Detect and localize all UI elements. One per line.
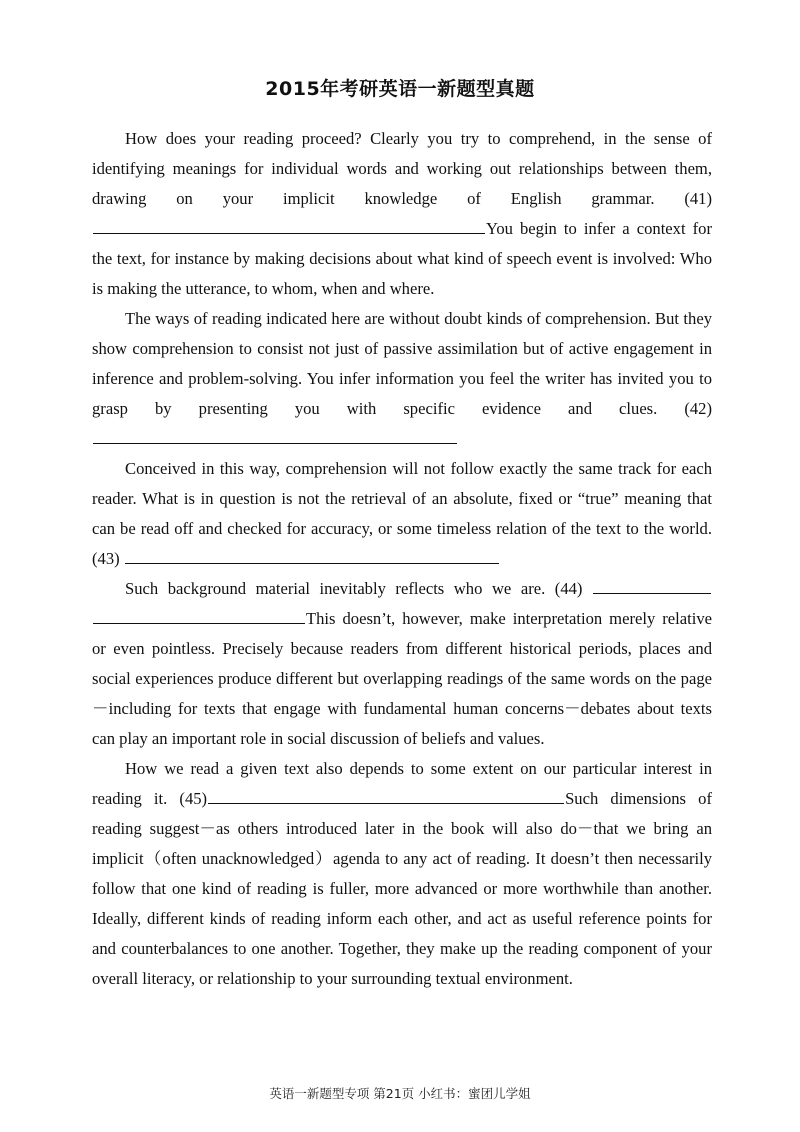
paragraph-1-text-b: You begin to infer a context for the text, for instance by making decisions about what kind of speech event is involved: Who is making the utterance, to whom, when and where.	[92, 219, 712, 298]
answer-blank-44-continued	[93, 604, 305, 624]
paragraph-2	[92, 304, 712, 454]
paragraph-5	[92, 754, 712, 994]
answer-blank-44	[593, 574, 711, 594]
paragraph-3-text-a: Conceived in this way, comprehension will not follow exactly the same track for each reader. What is in question is not the retrieval of an absolute, fixed or “true” meaning that can be read off and checked for accuracy, or some timeless relation of the text to the world. (43)	[92, 459, 712, 568]
answer-blank-45	[208, 784, 564, 804]
paragraph-4	[92, 574, 712, 754]
answer-blank-43	[125, 544, 499, 564]
passage	[92, 124, 712, 994]
page-footer: 英语一新题型专项 第21页 小红书：蜜团儿学姐	[269, 1086, 531, 1101]
answer-blank-42	[93, 424, 457, 444]
page-title: 2015年考研英语一新题型真题	[265, 78, 535, 100]
answer-blank-41	[93, 214, 485, 234]
paragraph-1-text-a: How does your reading proceed? Clearly you try to comprehend, in the sense of identifying meanings for individual words and working out relationships between them, drawing on your implicit knowledge of English grammar. (41)	[92, 129, 712, 208]
paragraph-2-text-a: The ways of reading indicated here are without doubt kinds of comprehension. But they show comprehension to consist not just of passive assimilation but of active engagement in inference and problem-solving. You infer information you feel the writer has invited you to grasp by presenting you with specific evidence and clues. (42)	[92, 309, 712, 418]
paragraph-4-text-b: This doesn’t, however, make interpretation merely relative or even pointless. Precisely because readers from different historical periods, places and social experiences produce different but overlapping readings of the same words on the page－including for texts that engage with fundamental human concerns－debates about texts can play an important role in social discussion of beliefs and values.	[92, 609, 712, 748]
paragraph-5-text-b: Such dimensions of reading suggest－as others introduced later in the book will also do－that we bring an implicit（often unacknowledged）agenda to any act of reading. It doesn’t then necessarily follow that one kind of reading is fuller, more advanced or more worthwhile than another. Ideally, different kinds of reading inform each other, and act as useful reference points for and counterbalances to one another. Together, they make up the reading component of your overall literacy, or relationship to your surrounding textual environment.	[92, 789, 712, 988]
paragraph-1	[92, 124, 712, 304]
paragraph-3	[92, 454, 712, 574]
paragraph-5-text-a: How we read a given text also depends to some extent on our particular interest in reading it. (45)	[92, 759, 712, 808]
paragraph-4-text-a: Such background material inevitably reflects who we are. (44)	[125, 579, 583, 598]
